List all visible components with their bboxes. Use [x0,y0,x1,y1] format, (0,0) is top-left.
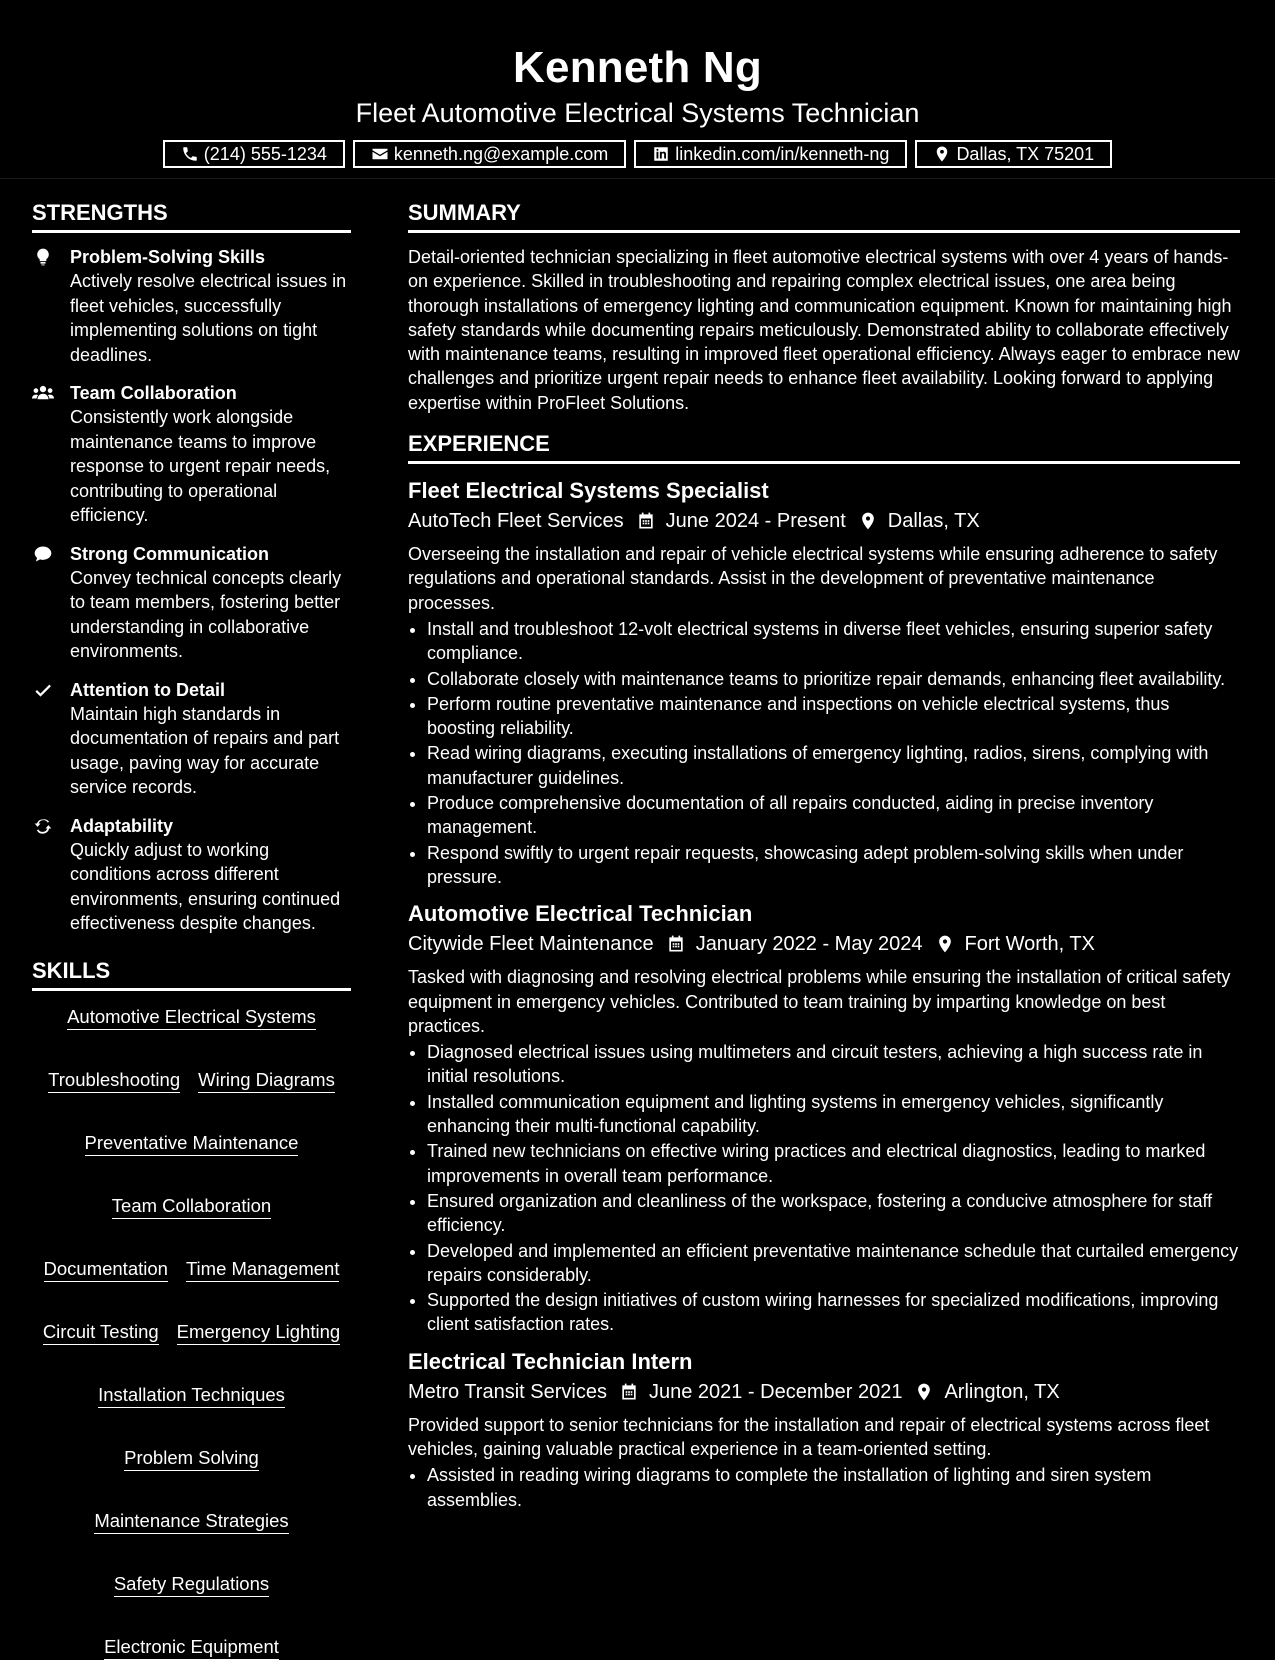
strength-title: Problem-Solving Skills [70,247,266,267]
map-marker-icon [933,145,951,163]
comment-icon [32,544,54,564]
strength-desc: Quickly adjust to working conditions across different environments, ensuring continued effectiveness despite changes. [70,839,341,933]
job-bullet: • Respond swiftly to urgent repair requests, showcasing adept problem-solving skills when under pressure. [427,841,1240,890]
job-bullet: • Trained new technicians on effective wiring practices and electrical diagnostics, leading to marked improvements in overall team performance. [427,1139,1240,1188]
strength-desc: Actively resolve electrical issues in fleet vehicles, successfully implementing solutions on tight deadlines. [70,271,347,365]
strength-desc: Convey technical concepts clearly to team members, fostering better understanding in collaborative environments. [70,567,342,661]
job-description: Tasked with diagnosing and resolving electrical problems while ensuring the installation of critical safety equipment in emergency vehicles. Contributed to team training by imparting knowledge on best practices. [408,967,1231,1036]
contact-phone[interactable] [163,140,345,168]
calendar-icon [619,1382,639,1402]
summary-heading: SUMMARY [408,196,1240,233]
calendar-icon [636,511,656,531]
strength-item [32,542,351,664]
strengths-heading: STRENGTHS [32,196,351,233]
right-column [408,196,1240,1522]
job-company: Citywide Fleet Maintenance [408,933,654,956]
job-entry [408,1347,1240,1512]
job-bullets [408,617,1240,889]
job-dates: June 2021 - December 2021 [648,1380,903,1403]
strength-title: Team Collaboration [70,383,237,403]
skill-tag: Preventative Maintenance [85,1131,299,1156]
summary-text: Detail-oriented technician specializing in fleet automotive electrical systems with over 4 years of hands-on experience. Skilled in troubleshooting and repairing complex electrical issues, one area being thorough installations of emergency lighting and communication equipment. Known for maintaining high safety standards while documenting repairs meticulously. Demonstrated ability to collaborate effectively with maintenance teams, resulting in improved fleet operational efficiency. Always eager to embrace new challenges and prioritize urgent repair needs to enhance fleet availability. Looking forward to applying expertise within ProFleet Solutions. [408,247,1240,413]
lightbulb-icon [32,247,54,267]
skill-tag: Emergency Lighting [177,1320,341,1345]
job-bullet: • Perform routine preventative maintenance and inspections on vehicle electrical systems, thus boosting reliability. [427,692,1240,741]
contact-linkedin[interactable] [634,140,907,168]
job-bullet: • Produce comprehensive documentation of all repairs conducted, aiding in precise inventory management. [427,791,1240,840]
job-company: AutoTech Fleet Services [408,510,624,533]
phone-text: (214) 555-1234 [203,143,327,164]
strength-item [32,381,351,528]
strength-title: Attention to Detail [70,679,225,700]
skills-list [32,1005,351,1660]
job-bullets [408,1040,1240,1337]
skill-tag: Troubleshooting [48,1068,180,1093]
job-title: Automotive Electrical Technician [408,901,753,927]
job-bullets [408,1463,1240,1512]
strength-item [32,814,351,936]
envelope-icon [371,145,389,163]
job-bullet: • Ensured organization and cleanliness of the workspace, fostering a conducive atmosphere for staff efficiency. [427,1189,1240,1238]
skill-tag: Maintenance Strategies [94,1509,288,1534]
job-location: Dallas, TX [887,510,980,533]
skill-tag: Safety Regulations [114,1572,269,1597]
job-bullet: • Install and troubleshoot 12-volt electrical systems in diverse fleet vehicles, ensuring superior safety compliance. [427,617,1240,666]
candidate-name: Kenneth Ng [513,43,762,92]
skill-tag: Problem Solving [124,1446,259,1471]
skill-tag: Circuit Testing [43,1320,159,1345]
job-location: Arlington, TX [944,1380,1060,1403]
strength-title: Adaptability [70,815,174,836]
job-dates: January 2022 - May 2024 [695,933,923,956]
map-marker-icon [914,1382,934,1402]
job-entry [408,899,1240,1336]
resume-header [0,0,1275,179]
strength-desc: Maintain high standards in documentation of repairs and part usage, paving way for accurate service records. [70,703,340,797]
experience-heading: EXPERIENCE [408,427,1240,464]
phone-icon [181,145,199,163]
skills-heading: SKILLS [32,954,351,991]
strength-title: Strong Communication [70,543,269,564]
skill-tag: Wiring Diagrams [198,1068,335,1093]
candidate-title: Fleet Automotive Electrical Systems Technician [355,98,920,128]
location-text: Dallas, TX 75201 [956,143,1095,164]
linkedin-icon [652,145,670,163]
skill-tag: Electronic Equipment [104,1635,279,1660]
contact-location[interactable] [915,140,1112,168]
linkedin-text: linkedin.com/in/kenneth-ng [675,143,890,164]
job-dates: June 2024 - Present [665,510,846,533]
users-icon [32,383,54,403]
job-title: Fleet Electrical Systems Specialist [408,478,769,504]
job-description: Overseeing the installation and repair of vehicle electrical systems while ensuring adherence to safety regulations and operational standards. Assist in the development of preventative maintenance processes. [408,544,1218,613]
job-meta [408,506,1240,536]
job-meta [408,1377,1240,1407]
strength-desc: Consistently work alongside maintenance teams to improve response to urgent repair needs, contributing to operational efficiency. [70,407,331,525]
job-entry [408,476,1240,889]
left-column [32,196,351,1660]
map-marker-icon [935,934,955,954]
contact-bar [0,140,1275,168]
map-marker-icon [858,511,878,531]
skill-tag: Documentation [44,1257,168,1282]
job-bullet: • Collaborate closely with maintenance teams to prioritize repair demands, enhancing fleet availability. [427,667,1240,691]
job-bullet: • Read wiring diagrams, executing installations of emergency lighting, radios, sirens, complying with manufacturer guidelines. [427,741,1240,790]
skill-tag: Team Collaboration [112,1194,271,1219]
check-icon [32,680,54,700]
skill-tag: Time Management [186,1257,340,1282]
job-location: Fort Worth, TX [964,933,1095,956]
job-bullet: • Developed and implemented an efficient preventative maintenance schedule that curtailed emergency repairs considerably. [427,1239,1240,1288]
job-bullet: • Installed communication equipment and lighting systems in emergency vehicles, significantly enhancing their multi-functional capability. [427,1090,1240,1139]
job-bullet: • Assisted in reading wiring diagrams to complete the installation of lighting and siren system assemblies. [427,1463,1240,1512]
job-description: Provided support to senior technicians for the installation and repair of electrical systems across fleet vehicles, gaining valuable practical experience in a team-oriented setting. [408,1414,1210,1459]
skill-tag: Installation Techniques [98,1383,285,1408]
email-text: kenneth.ng@example.com [393,143,609,164]
job-meta [408,929,1240,959]
job-bullet: • Diagnosed electrical issues using multimeters and circuit testers, achieving a high success rate in initial resolutions. [427,1040,1240,1089]
contact-email[interactable] [353,140,626,168]
sync-icon [32,816,54,836]
job-company: Metro Transit Services [408,1380,607,1403]
calendar-icon [666,934,686,954]
strength-item [32,678,351,800]
job-title: Electrical Technician Intern [408,1348,693,1374]
job-bullet: • Supported the design initiatives of custom wiring harnesses for specialized modifications, improving client satisfaction rates. [427,1288,1240,1337]
strength-item [32,245,351,367]
skill-tag: Automotive Electrical Systems [67,1005,316,1030]
